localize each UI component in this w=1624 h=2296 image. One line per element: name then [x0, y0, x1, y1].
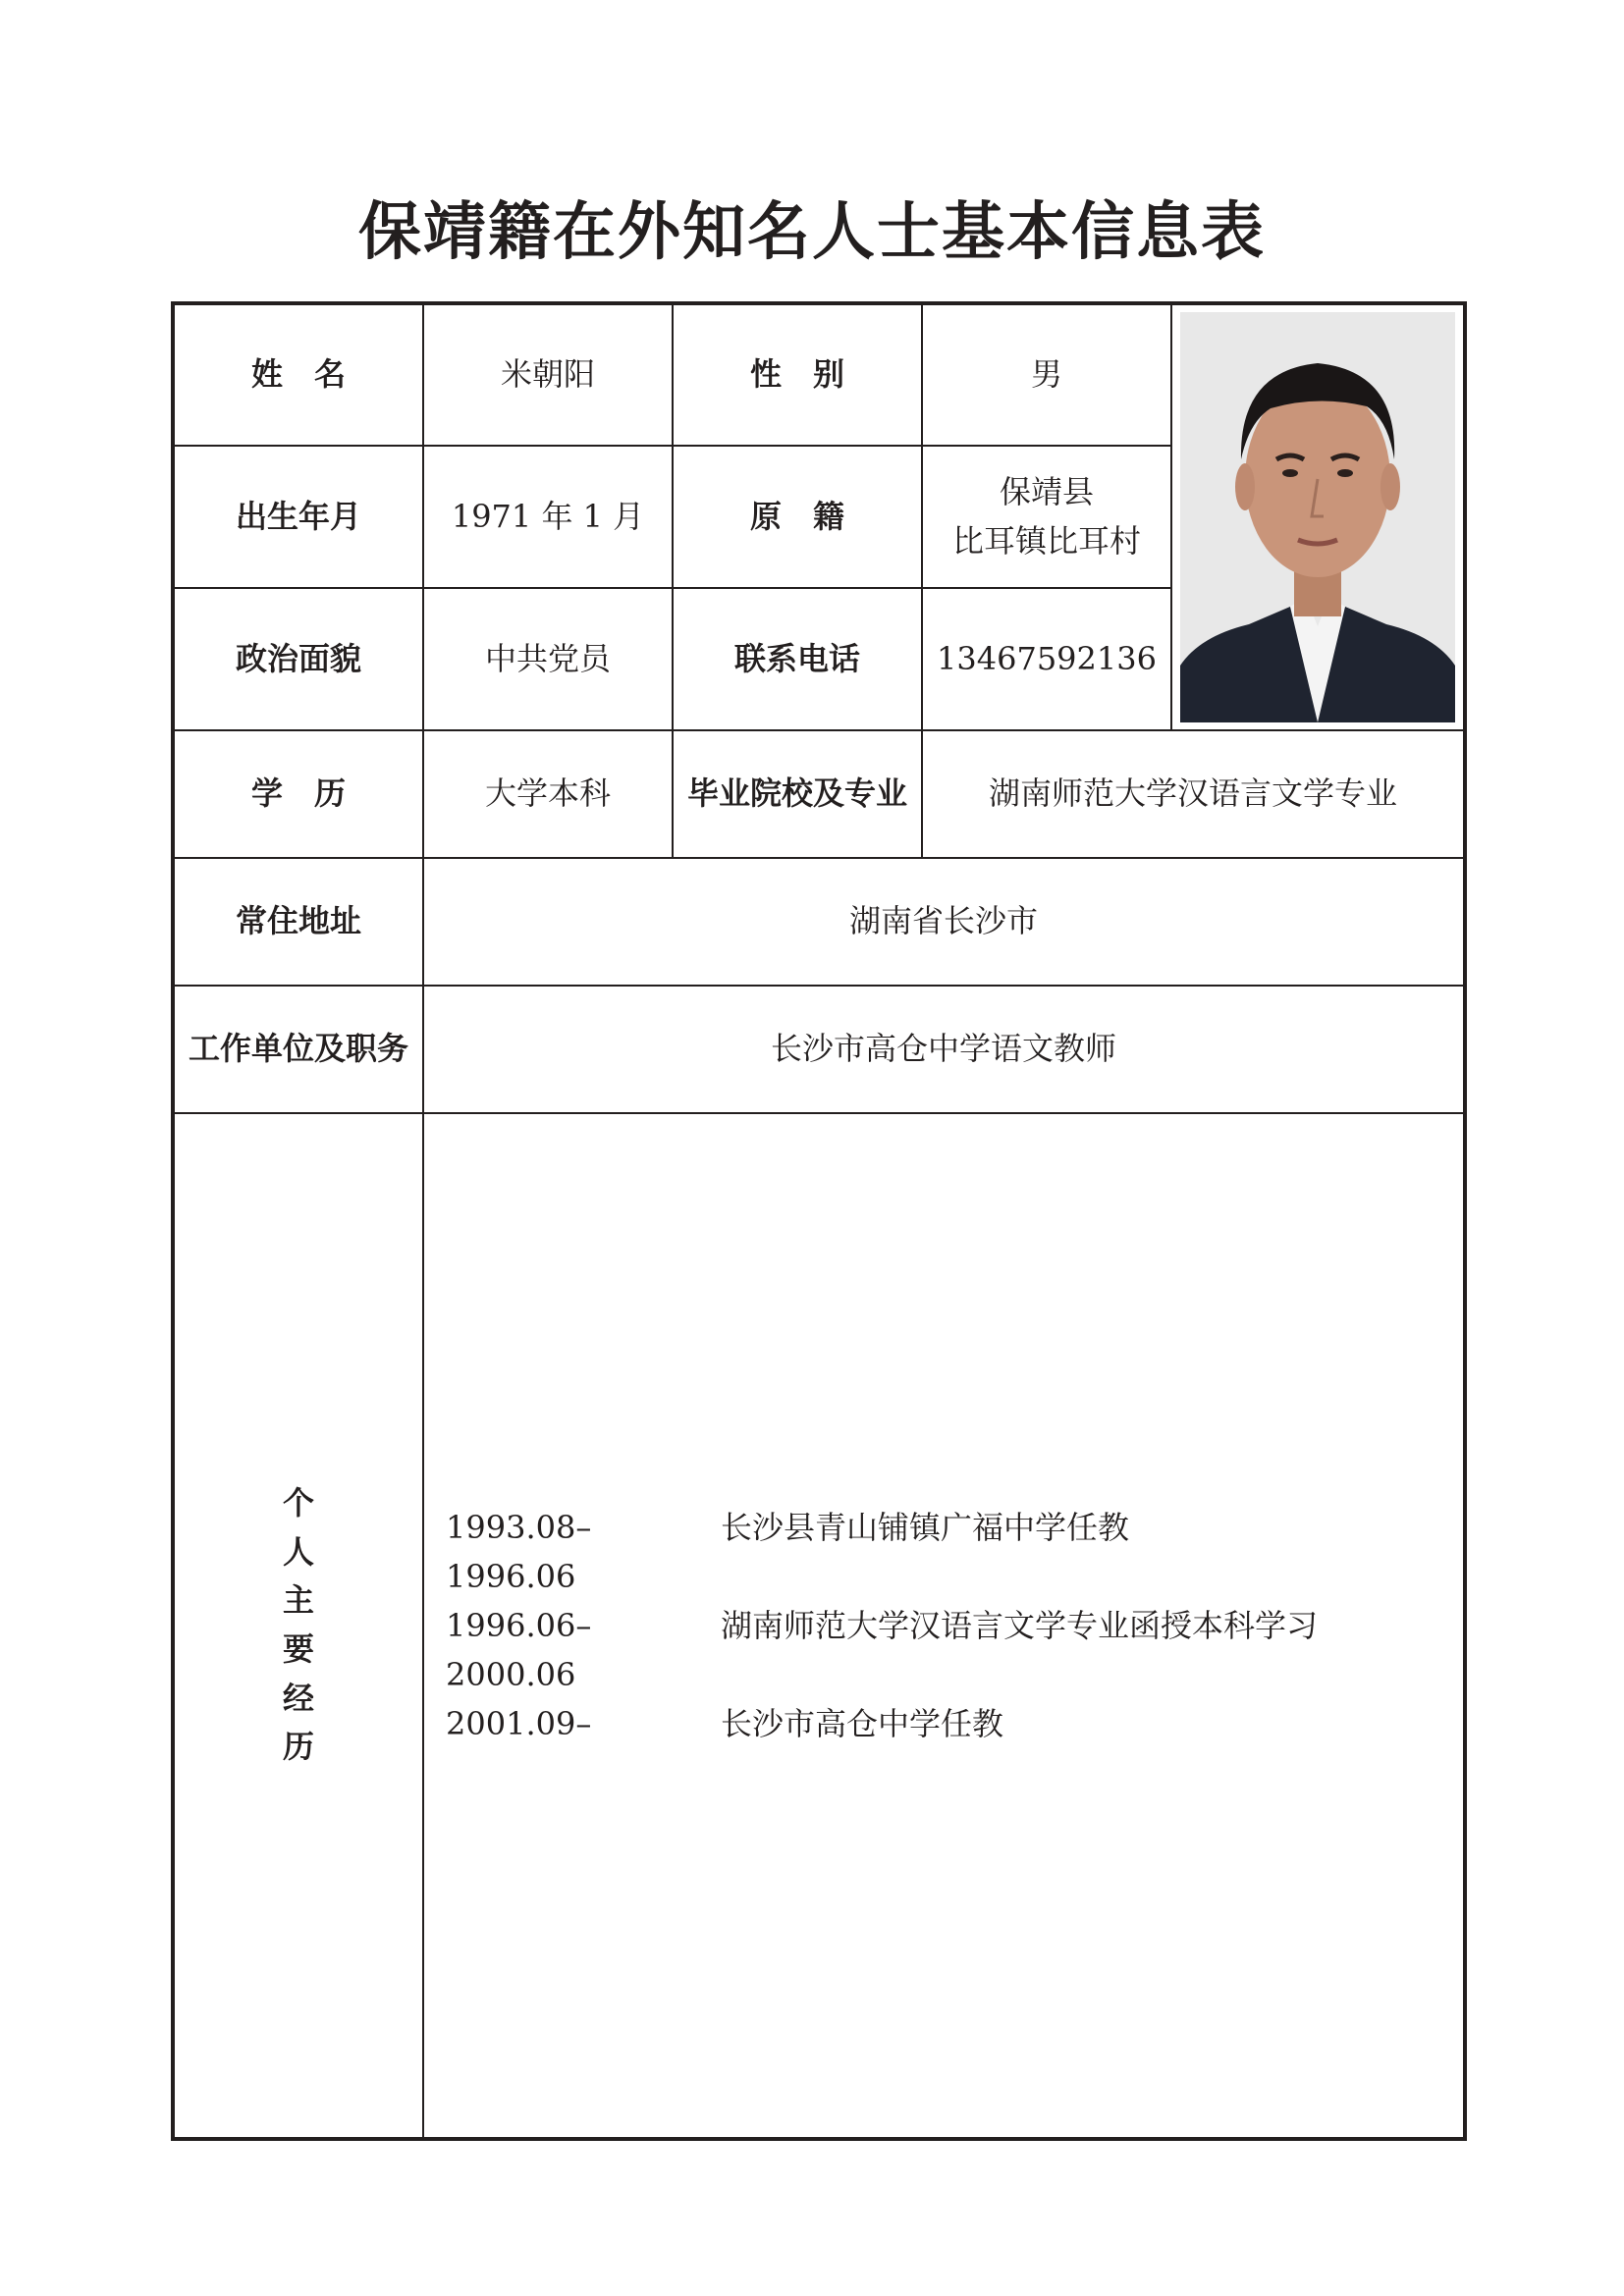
gender-label: 性 别 [673, 303, 922, 446]
experience-label-char: 个 [282, 1484, 314, 1522]
info-table [171, 301, 1467, 2141]
experience-label-char: 历 [282, 1728, 314, 1766]
origin-value [922, 446, 1171, 588]
origin-label: 原 籍 [673, 446, 922, 588]
experience-period: 2001.09– [446, 1705, 592, 1742]
origin-line-village: 比耳镇比耳村 [951, 521, 1141, 560]
name-value: 米朝阳 [423, 303, 673, 446]
experience-period: 1996.06–2000.06 [446, 1607, 592, 1693]
education-value: 大学本科 [423, 730, 673, 858]
row-name-gender [173, 303, 1465, 446]
address-value: 湖南省长沙市 [423, 858, 1465, 986]
row-experience [173, 1113, 1465, 2139]
political-label: 政治面貌 [173, 588, 423, 730]
address-label: 常住地址 [173, 858, 423, 986]
experience-entry [446, 1601, 1463, 1699]
experience-period: 1993.08–1996.06 [446, 1509, 592, 1595]
experience-entry [446, 1699, 1463, 1748]
education-label: 学 历 [173, 730, 423, 858]
birth-value: 1971 年 1 月 [423, 446, 673, 588]
gender-value: 男 [922, 303, 1171, 446]
birth-label: 出生年月 [173, 446, 423, 588]
experience-label-char: 要 [282, 1630, 314, 1668]
name-label: 姓 名 [173, 303, 423, 446]
experience-description: 湖南师范大学汉语言文学专业函授本科学习 [721, 1607, 1319, 1644]
row-education [173, 730, 1465, 858]
form-title: 保靖籍在外知名人士基本信息表 [358, 195, 1266, 269]
portrait-photo [1180, 312, 1455, 722]
row-address [173, 858, 1465, 986]
political-value: 中共党员 [423, 588, 673, 730]
experience-content [423, 1113, 1465, 2139]
origin-line-county: 保靖县 [999, 472, 1094, 510]
experience-description: 长沙市高仓中学任教 [721, 1705, 1004, 1742]
work-label: 工作单位及职务 [173, 986, 423, 1113]
experience-label-char: 经 [282, 1679, 314, 1717]
experience-entry [446, 1503, 1463, 1601]
phone-value: 13467592136 [922, 588, 1171, 730]
row-work [173, 986, 1465, 1113]
experience-description: 长沙县青山铺镇广福中学任教 [721, 1509, 1130, 1546]
work-value: 长沙市高仓中学语文教师 [423, 986, 1465, 1113]
experience-label-char: 人 [282, 1532, 314, 1571]
school-value: 湖南师范大学汉语言文学专业 [922, 730, 1465, 858]
experience-label [173, 1113, 423, 2139]
phone-label: 联系电话 [673, 588, 922, 730]
experience-label-char: 主 [282, 1581, 314, 1620]
photo-cell [1171, 303, 1465, 730]
school-label: 毕业院校及专业 [673, 730, 922, 858]
